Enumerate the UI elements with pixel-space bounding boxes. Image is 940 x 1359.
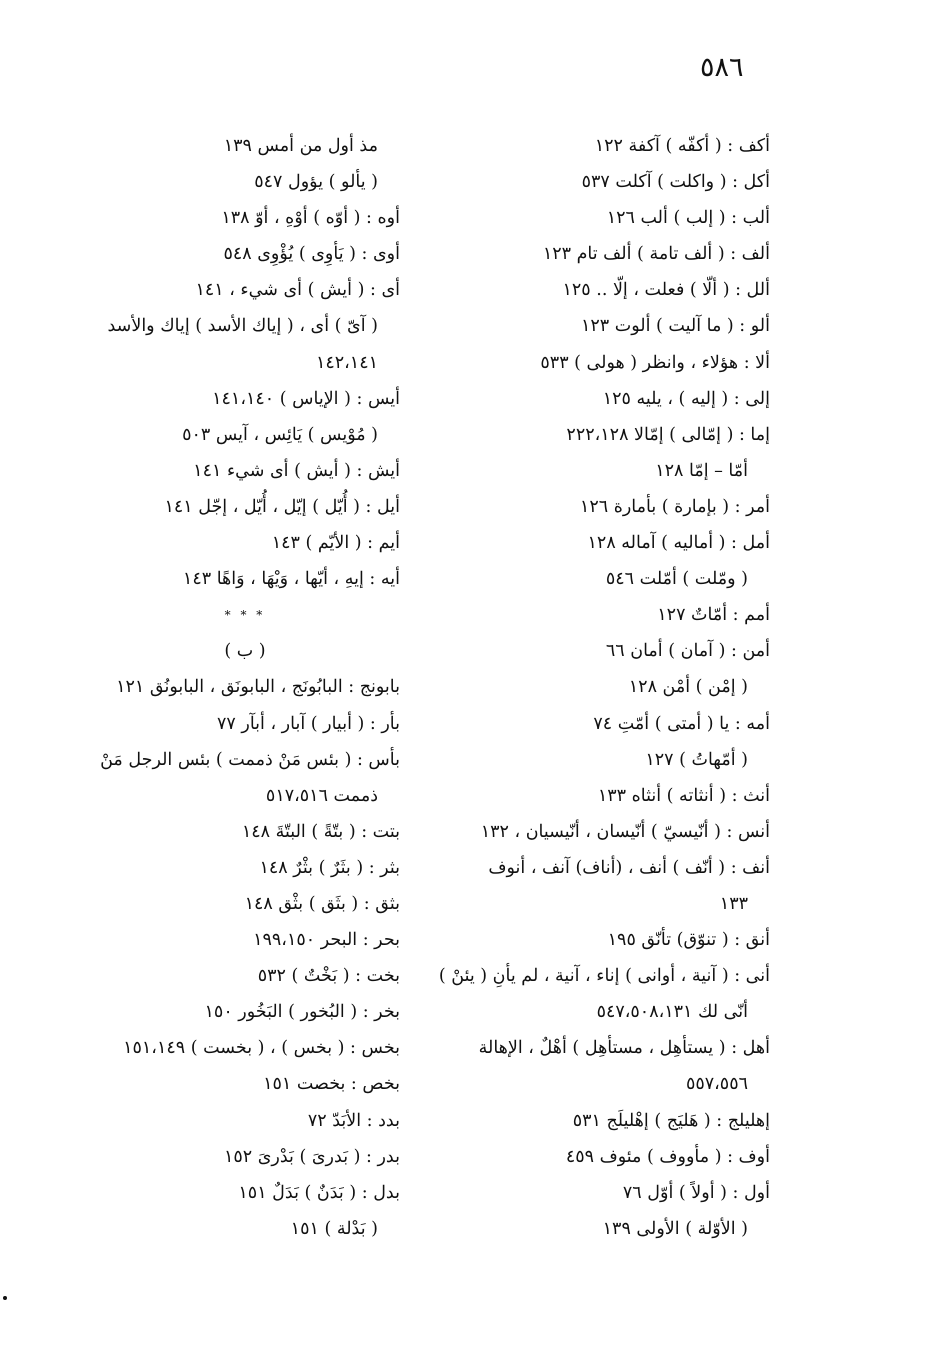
index-entry: ألو : ( ما آليت ) ألوت ١٢٣ [580, 316, 770, 337]
index-column-right [438, 128, 770, 1247]
index-entry: أنق : ( تنوّق) تأنّق ١٩٥ [607, 930, 770, 951]
index-entry: أول : ( أولاً ) أوّل ٧٦ [622, 1182, 770, 1203]
index-entry: ( أمّهاتُ ) ١٢٧ [645, 749, 748, 770]
index-entry: أنى : ( آنية ، أوانى ) إناء ، آنية ، لم يأنِ ( يئنْ ) [438, 966, 770, 987]
index-entry: أنف : ( أنّف ) أنف ، (أناف) آنف ، أنوف [488, 857, 770, 878]
index-entry: أنس : ( أنّيسيّ ) أنّيسان ، أنّيسيان ، ١٣٢ [480, 821, 770, 842]
index-entry: أكف : ( أكفّه ) آكفة ١٢٢ [594, 136, 770, 156]
index-entry: ( بَدْلة ) ١٥١ [290, 1218, 378, 1239]
index-entry: أنث : ( أنثاته ) أنثاه ١٣٣ [597, 785, 770, 806]
index-entry: إهليلج : ( هَليَج ) إهْليلَج ٥٣١ [572, 1110, 770, 1131]
index-entry: أمل : ( أماليه ) آماله ١٢٨ [587, 533, 770, 554]
index-entry: بدل : ( بَدَنٌ ) بَدَلٌ ١٥١ [238, 1182, 400, 1203]
index-column-left [90, 128, 400, 1247]
index-entry: ١٣٣ [719, 893, 748, 914]
index-entry: أيم : ( الأيّم ) ١٤٣ [271, 533, 400, 554]
index-entry: بدر : ( بَدرىَ ) بَدْرىَ ١٥٢ [223, 1146, 400, 1167]
index-entry: ( ومّلت ) أمّلت ٥٤٦ [605, 569, 748, 590]
index-entry: ( يألو ) يؤول ٥٤٧ [254, 172, 378, 193]
index-entry: ذممت ٥١٧،٥١٦ [265, 785, 378, 806]
index-entry: ١٤٢،١٤١ [315, 352, 378, 373]
index-entry: ألا : هؤلاء ، وانظر ( هولى ) ٥٣٣ [540, 352, 770, 373]
index-entry: أيس : ( الإياس ) ١٤١،١٤٠ [212, 388, 400, 409]
index-entry: مذ أول من أمس ١٣٩ [223, 136, 378, 156]
index-entry: بدد : الأبَدّ ٧٢ [307, 1110, 400, 1131]
index-entry: إما : ( إمّالى ) إمّالا ٢٢٢،١٢٨ [566, 424, 770, 445]
index-entry: ٥٥٧،٥٥٦ [685, 1074, 748, 1095]
index-entry: أوه : ( أوّه ) أوْهِ ، أوّ ١٣٨ [221, 208, 400, 229]
page-number: ٥٨٦ [700, 52, 744, 83]
index-entry: * * * [224, 608, 266, 623]
index-entry: ( ب ) [224, 641, 266, 662]
index-entry: أيه : إيهِ ، أيّها ، وَيْهَا ، وَاهًا ١٤٣ [182, 569, 400, 590]
index-entry: أوف : ( مأووف ) مئوف ٤٥٩ [565, 1146, 770, 1167]
index-entry: بابونج : البابُونَج ، البابونَق ، البابونُق ١٢١ [116, 677, 400, 698]
index-entry: أمه : يا ( أمتى ) أمّتِ ٧٤ [593, 713, 770, 734]
index-entry: بأس : ( بئس مَنْ ذممت ) بئس الرجل مَنْ [100, 749, 400, 770]
index-entry: أمر : ( بإمارة ) بأمارة ١٢٦ [579, 496, 770, 517]
index-entry: أوى : ( يَأوِى ) يُؤْوِى ٥٤٨ [223, 244, 400, 265]
index-entry: ( مُوْيس ) يَائِس ، آيس ٥٠٣ [182, 424, 378, 445]
index-entry: إلى : ( إليه ) ، يليه ١٢٥ [602, 388, 770, 409]
index-entry: ألف : ( ألف تامة ) ألف تام ١٢٣ [542, 244, 770, 265]
index-entry: بحر : البحر ١٩٩،١٥٠ [253, 930, 400, 951]
index-entry: بخر : ( البُخور ) البَخُور ١٥٠ [204, 1002, 400, 1023]
index-entry: أيش : ( أيش ) أى شيء ١٤١ [193, 460, 400, 481]
index-entry: بثر : ( بثَرٌ ) بثْرٌ ١٤٨ [259, 857, 400, 878]
index-entry: بثق : ( بثَق ) بثْق ١٤٨ [244, 893, 400, 914]
index-entry: ( آىّ ) أى ، ( إياك الأسد ) إياك والأسد [107, 316, 378, 337]
index-entry: بخص : بخصت ١٥١ [263, 1074, 400, 1095]
index-entry: أهل : ( يستأهِل ، مستأهِل ) أهْلٌ ، الإهالة [478, 1038, 770, 1059]
index-entry: أمم : أمّاتٌ ١٢٧ [657, 605, 770, 626]
index-entry: ألل : ( ألّا ) فعلت ، إلّا .. ١٢٥ [562, 280, 770, 301]
margin-dot [3, 1296, 7, 1300]
index-entry: ألب : ( إلب ) ألب ١٢٦ [606, 208, 770, 229]
index-entry: بخس : ( بخس ) ، ( بخست ) ١٥١،١٤٩ [123, 1038, 400, 1059]
index-entry: أنّى لك ٥٤٧،٥٠٨،١٣١ [596, 1002, 748, 1023]
index-entry: ( الأوّلة ) الأولى ١٣٩ [602, 1218, 748, 1239]
index-entry: أى : ( أيش ) أى شيء ، ١٤١ [195, 280, 400, 301]
index-entry: أمّا – إمّا ١٢٨ [655, 460, 748, 481]
index-entry: أمن : ( آمان ) أمان ٦٦ [605, 641, 770, 662]
index-entry: بخت : ( بَخْتٌ ) ٥٣٢ [257, 966, 400, 987]
index-entry: بأر : ( أبيار ) آبار ، أبآر ٧٧ [217, 713, 400, 734]
index-entry: بتت : ( بتّةً ) البتّةَ ١٤٨ [241, 821, 400, 842]
index-entry: أكل : ( واكلت ) آكلت ٥٣٧ [581, 172, 770, 193]
index-entry: ( إمْن ) أمْن ١٢٨ [628, 677, 748, 698]
index-entry: أيل : ( أُيّل ) إيّل ، أُيّل ، إجّل ١٤١ [164, 496, 400, 517]
